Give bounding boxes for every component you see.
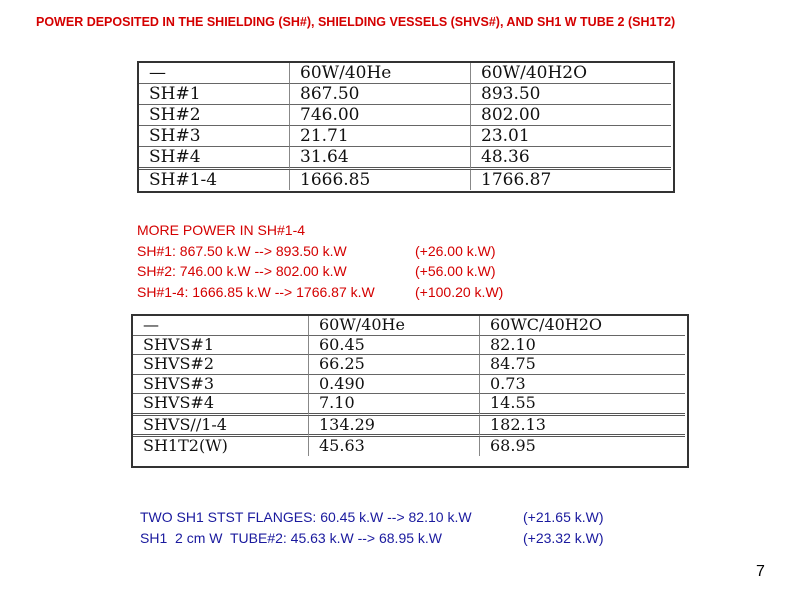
- table-row: [133, 394, 685, 416]
- table-row: [139, 147, 671, 170]
- table-row: [133, 375, 685, 395]
- table-row: [139, 84, 671, 105]
- table-row-total: [133, 416, 685, 438]
- table-row-total: [139, 170, 671, 190]
- note-line: SH#1: 867.50 k.W --> 893.50 k.W (+26.00 k.W): [137, 241, 557, 262]
- row-label: SHVS#1: [133, 336, 309, 356]
- value-cell: 21.71: [290, 126, 471, 147]
- delta-value: (+26.00 k.W): [415, 242, 496, 259]
- slide-title: POWER DEPOSITED IN THE SHIELDING (SH#), SHIELDING VESSELS (SHVS#), AND SH1 W TUBE 2 (SH1T2): [36, 15, 676, 29]
- value-cell: 45.63: [309, 437, 480, 456]
- row-label: SH#1: [139, 84, 290, 105]
- note-line: SH#1-4: 1666.85 k.W --> 1766.87 k.W (+100.20 k.W): [137, 282, 557, 303]
- row-label: SH#1-4: [139, 170, 290, 190]
- table-row: [133, 355, 685, 375]
- value-cell: 60.45: [309, 336, 480, 356]
- table-header-row: [139, 63, 671, 84]
- value-cell: 14.55: [480, 394, 685, 416]
- note-line: TWO SH1 STST FLANGES: 60.45 k.W --> 82.10 k.W (+21.65 k.W): [140, 507, 640, 528]
- value-cell: 134.29: [309, 416, 480, 438]
- row-label: SHVS#2: [133, 355, 309, 375]
- header-cell: 60W/40He: [290, 63, 471, 84]
- table-row: [133, 437, 685, 456]
- value-cell: 867.50: [290, 84, 471, 105]
- delta-value: (+21.65 k.W): [523, 509, 604, 525]
- value-cell: 893.50: [471, 84, 671, 105]
- page-number: 7: [756, 563, 765, 580]
- delta-value: (+56.00 k.W): [415, 263, 496, 279]
- header-cell: 60W/40H2O: [471, 63, 671, 84]
- note-line: SH#2: 746.00 k.W --> 802.00 k.W (+56.00 k.W): [137, 261, 557, 282]
- delta-value: (+23.32 k.W): [523, 529, 604, 546]
- value-cell: 1766.87: [481, 170, 552, 190]
- value-cell: 23.01: [471, 126, 671, 147]
- value-cell: 746.00: [290, 105, 471, 126]
- row-label: SH#4: [139, 147, 290, 170]
- value-cell: 1666.85: [290, 170, 471, 190]
- delta-value: (+100.20 k.W): [415, 283, 504, 300]
- row-label: SHVS#4: [133, 394, 309, 416]
- row-label: SHVS#3: [133, 375, 309, 395]
- row-label: SH#2: [139, 105, 290, 126]
- value-cell: 182.13: [480, 416, 685, 438]
- header-cell: —: [133, 316, 309, 336]
- flanges-tube-note: [140, 507, 640, 548]
- value-cell: 31.64: [290, 147, 471, 170]
- table-row: [139, 126, 671, 147]
- note-heading: MORE POWER IN SH#1-4: [137, 222, 306, 238]
- table-row: [139, 105, 671, 126]
- header-cell: —: [139, 63, 290, 84]
- note-line: SH1 2 cm W TUBE#2: 45.63 k.W --> 68.95 k.W (+23.32 k.W): [140, 528, 640, 549]
- value-cell: 66.25: [309, 355, 480, 375]
- table-header-row: [133, 316, 685, 336]
- row-label: SHVS//1-4: [133, 416, 309, 438]
- value-cell: 82.10: [480, 336, 685, 356]
- value-cell: 0.73: [480, 375, 685, 395]
- header-cell: 60WC/40H2O: [480, 316, 685, 336]
- value-cell: 84.75: [480, 355, 685, 375]
- value-cell: 68.95: [490, 436, 536, 456]
- value-cell: 802.00: [471, 105, 671, 126]
- table-row: [133, 336, 685, 356]
- value-cell: 48.36: [471, 147, 671, 170]
- power-increase-note: [137, 220, 557, 302]
- shielding-power-table: [139, 63, 671, 190]
- value-cell: 0.490: [309, 375, 480, 395]
- row-label: SH1T2(W): [133, 437, 309, 456]
- header-cell: 60W/40He: [309, 316, 480, 336]
- shielding-vessels-table: [133, 316, 685, 456]
- value-cell: 7.10: [309, 394, 480, 416]
- row-label: SH#3: [139, 126, 290, 147]
